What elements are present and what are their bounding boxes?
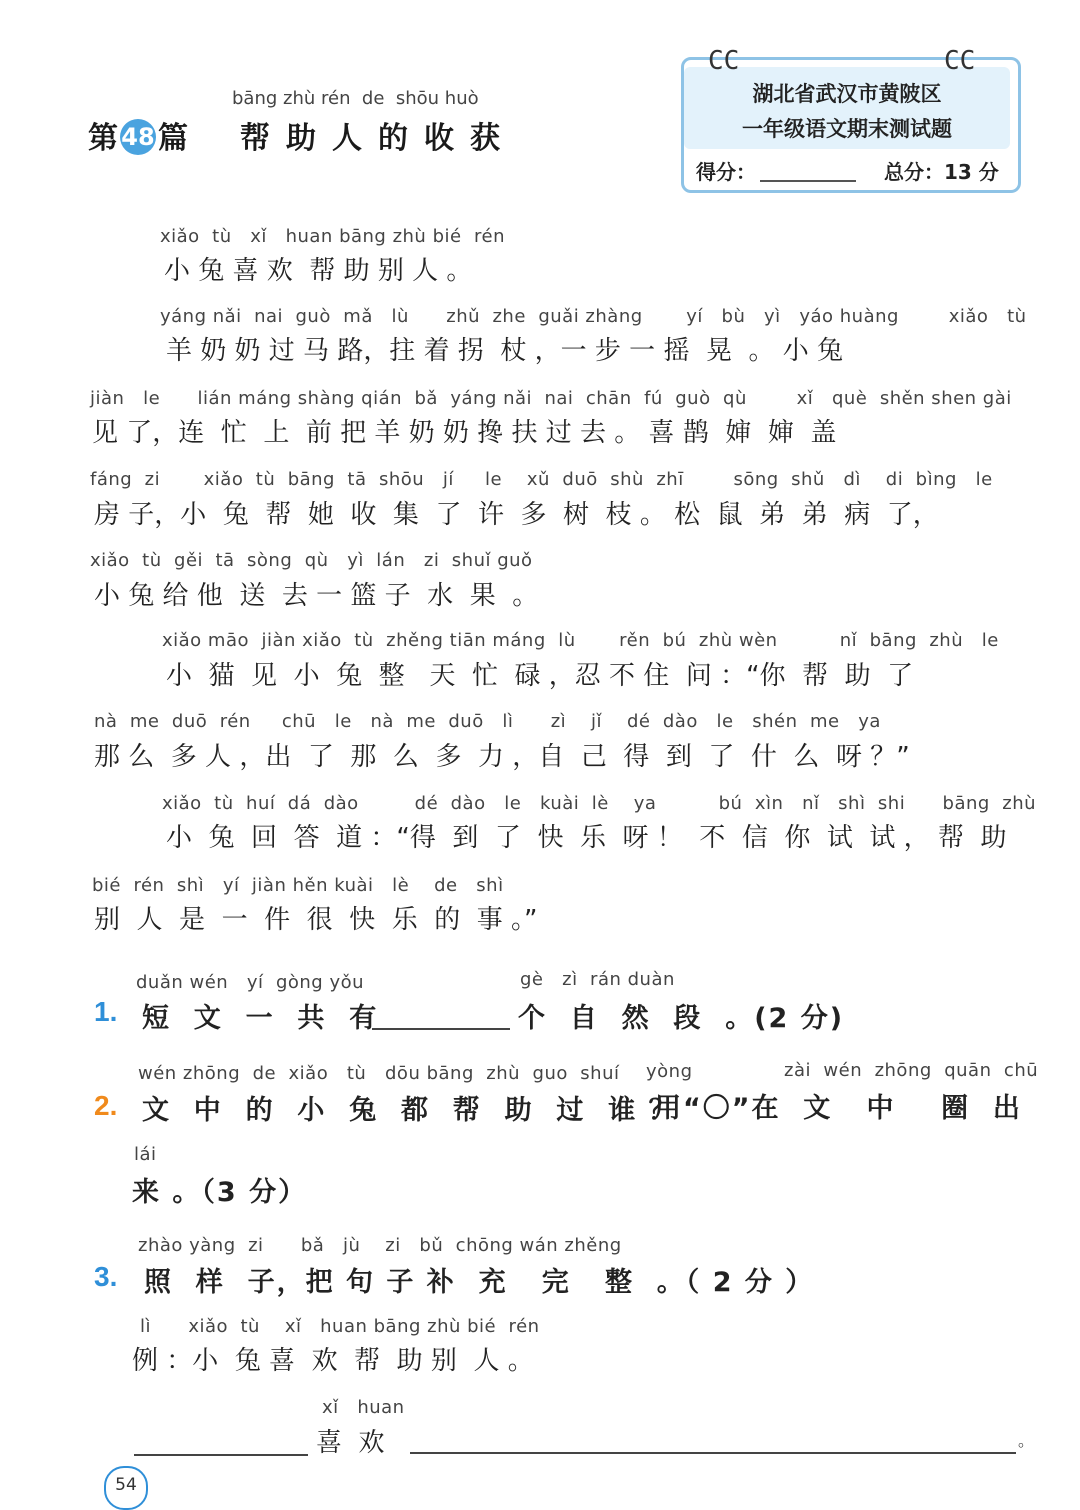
fill-blank-left[interactable]	[134, 1454, 308, 1456]
q2-pinyin-c: zài wén zhōng quān chū	[784, 1060, 1039, 1081]
passage-line-9: 别 人 是 一 件 很 快 乐 的 事 。”	[94, 905, 538, 935]
question-2-text: 文 中 的 小 兔 都 帮 助 过 谁 ？	[142, 1095, 678, 1126]
fill-pinyin: xǐ huan	[322, 1397, 405, 1418]
passage-pinyin-6: xiǎo māo jiàn xiǎo tù zhěng tiān máng lù rěn bú zhù wèn nǐ bāng zhù le	[162, 630, 999, 651]
exam-region: 湖北省武汉市黄陂区	[752, 82, 942, 106]
passage-line-5: 小 兔 给 他 送 去 一 篮 子 水 果 。	[94, 581, 539, 611]
page-title: 帮助人的收获	[240, 121, 516, 156]
passage-line-3: 见 了，连 忙 上 前 把 羊 奶 奶 搀 扶 过 去 。 喜 鹊 婶 婶 盖	[92, 418, 837, 448]
hook-right-icon: CC	[944, 46, 976, 76]
lesson-suffix: 篇	[158, 121, 188, 156]
fill-word: 喜 欢	[316, 1428, 385, 1458]
title-pinyin: bāng zhù rén de shōu huò	[232, 88, 479, 109]
total-score: 总分：13 分	[884, 160, 999, 184]
passage-pinyin-1: xiǎo tù xǐ huan bāng zhù bié rén	[160, 226, 505, 247]
q2-pinyin-b: yòng	[646, 1061, 693, 1082]
passage-pinyin-3: jiàn le lián máng shàng qián bǎ yáng nǎi nai chān fú guò qù xǐ què shěn shen gài	[90, 388, 1012, 409]
passage-line-2: 羊 奶 奶 过 马 路，拄 着 拐 杖 ，一 步 一 摇 晃 。 小 兔	[166, 336, 844, 366]
passage-pinyin-9: bié rén shì yí jiàn hěn kuài lè de shì	[92, 875, 504, 896]
passage-line-6: 小 猫 见 小 兔 整 天 忙 碌 ，忍 不 住 问 ：“你 帮 助 了	[166, 661, 914, 691]
passage-line-8: 小 兔 回 答 道 ：“得 到 了 快 乐 呀 ！ 不 信 你 试 试 ， 帮 助	[166, 823, 1007, 853]
passage-pinyin-5: xiǎo tù gěi tā sòng qù yì lán zi shuǐ guǒ	[90, 550, 533, 571]
q1-pinyin-a: duǎn wén yí gòng yǒu	[136, 972, 365, 993]
question-1-text: 短 文 一 共 有	[142, 1003, 379, 1034]
q2-pinyin-d: lái	[134, 1144, 157, 1165]
score-input-line[interactable]	[760, 180, 856, 182]
passage-line-1: 小 兔 喜 欢 帮 助 别 人 。	[164, 256, 473, 286]
question-1-text-end: 个 自 然 段 。(2 分)	[518, 1003, 845, 1034]
question-1-number: 1.	[94, 996, 118, 1027]
question-2-text-end: 来 。（3 分）	[132, 1177, 308, 1208]
passage-line-4: 房 子，小 兔 帮 她 收 集 了 许 多 树 枝 。 松 鼠 弟 弟 病 了，	[94, 500, 939, 530]
q3-pinyin: zhào yàng zi bǎ jù zi bǔ chōng wán zhěng	[138, 1235, 622, 1256]
passage-pinyin-2: yáng nǎi nai guò mǎ lù zhǔ zhe guǎi zhàng yí bù yì yáo huàng xiǎo tù	[160, 306, 1027, 327]
passage-pinyin-4: fáng zi xiǎo tù bāng tā shōu jí le xǔ duō shù zhī sōng shǔ dì di bìng le	[90, 469, 993, 490]
passage-line-7: 那 么 多 人 ，出 了 那 么 多 力 ，自 己 得 到 了 什 么 呀 ？”	[94, 742, 910, 772]
exam-name: 一年级语文期末测试题	[742, 117, 952, 141]
question-3-text: 照 样 子，把 句 子 补 充 完 整 。（ 2 分 ）	[144, 1267, 815, 1298]
fill-period: 。	[1018, 1431, 1035, 1450]
example-sentence: 例 ：小 兔 喜 欢 帮 助 别 人 。	[132, 1346, 534, 1376]
lesson-number-badge: 48	[120, 119, 156, 155]
q1-answer-blank[interactable]	[372, 1028, 510, 1030]
lesson-number-label	[88, 113, 188, 157]
score-label: 得分：	[696, 160, 756, 184]
fill-blank-right[interactable]	[410, 1452, 1016, 1454]
lesson-prefix: 第	[88, 121, 118, 156]
question-2-number: 2.	[94, 1090, 118, 1121]
question-2-instruction: 用“〇”在 文 中 圈 出	[654, 1093, 1022, 1124]
q2-pinyin-a: wén zhōng de xiǎo tù dōu bāng zhù guo shuí	[138, 1063, 620, 1084]
example-pinyin: lì xiǎo tù xǐ huan bāng zhù bié rén	[140, 1316, 540, 1337]
passage-pinyin-8: xiǎo tù huí dá dào dé dào le kuài lè ya bú xìn nǐ shì shi bāng zhù	[162, 793, 1037, 814]
q1-pinyin-b: gè zì rán duàn	[520, 969, 675, 990]
page-number: 54	[104, 1466, 148, 1510]
passage-pinyin-7: nà me duō rén chū le nà me duō lì zì jǐ dé dào le shén me ya	[94, 711, 881, 732]
hook-left-icon: CC	[708, 46, 740, 76]
question-3-number: 3.	[94, 1261, 118, 1292]
